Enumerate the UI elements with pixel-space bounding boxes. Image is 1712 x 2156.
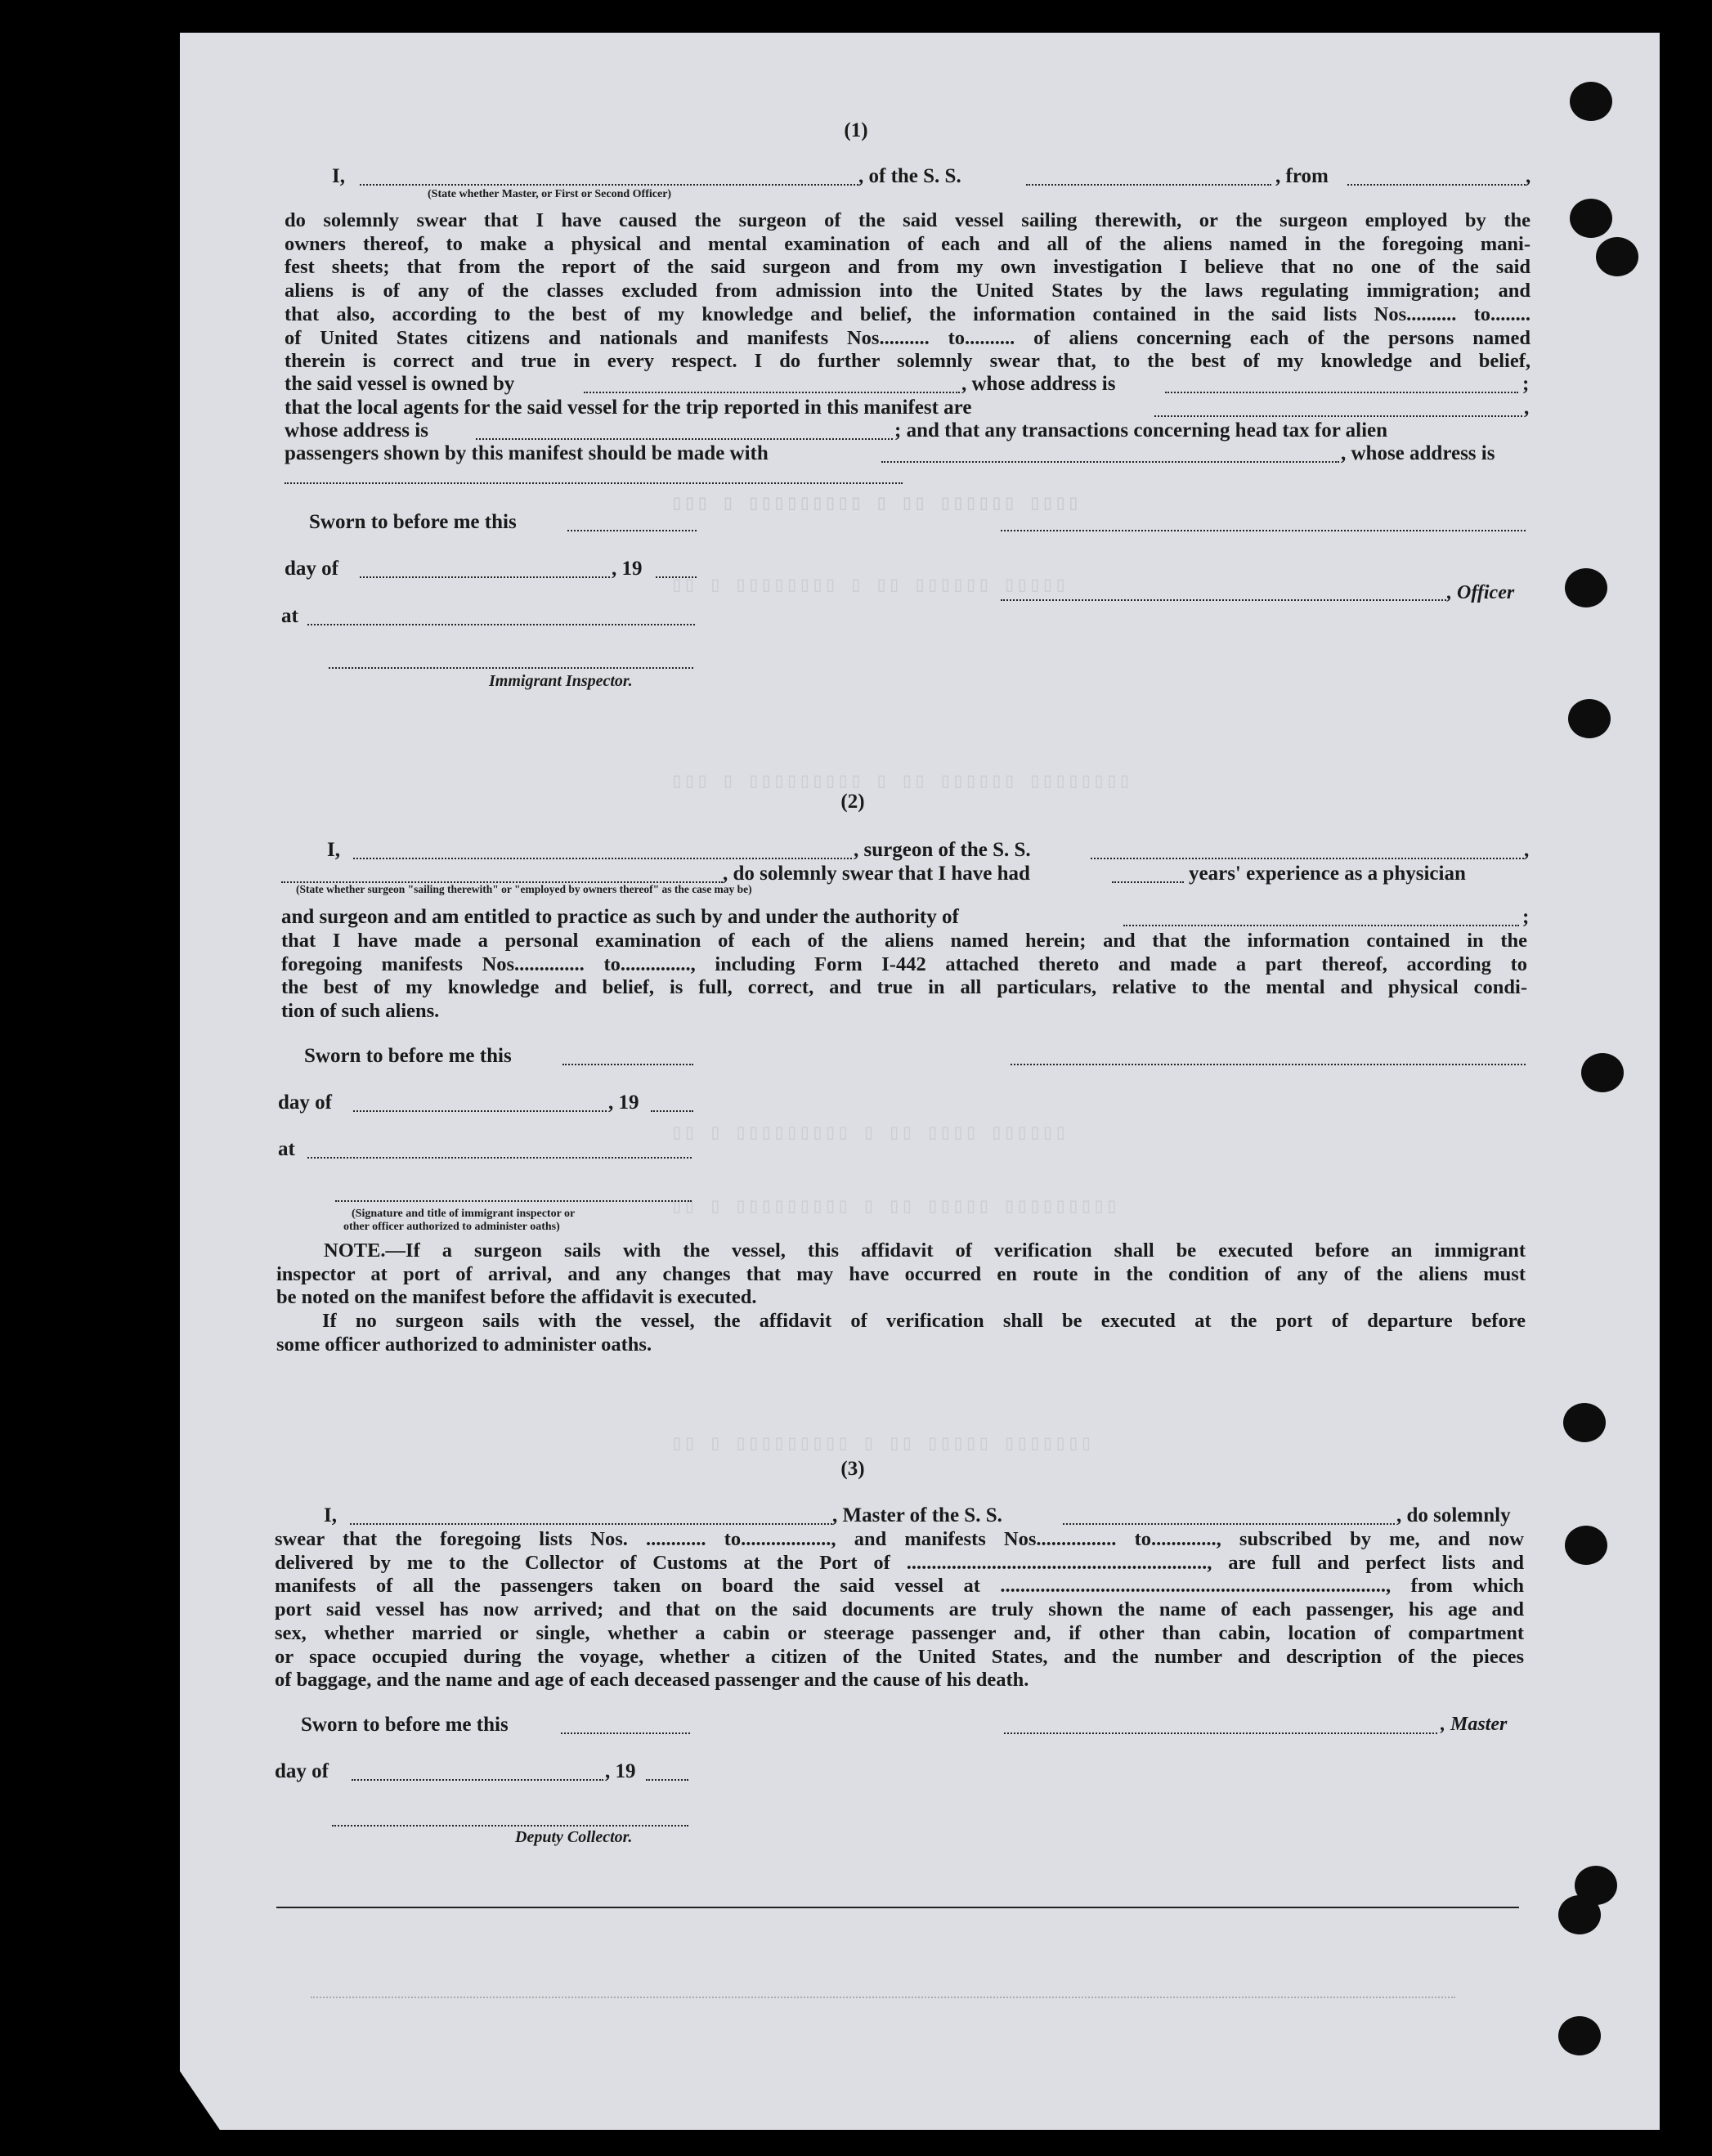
from-port-blank [1347,184,1526,186]
sworn-date-blank-3 [561,1732,690,1734]
head-tax-text: ; and that any transactions concerning head tax for alien [894,419,1388,442]
day-of-label-2: day of [278,1091,332,1114]
year-blank-2 [651,1110,693,1112]
sworn-date-blank-1 [567,530,697,531]
paragraph-line: foregoing manifests Nos.............. to.............., including Form I-442 attached thereto and made a part thereof, according to [281,952,1527,975]
officer-signature-blank [1001,530,1526,531]
punch-hole [1570,82,1612,121]
owner-blank [584,392,960,393]
passengers-text: passengers shown by this manifest should be made with [285,442,769,464]
paragraph-line: of United States citizens and nationals and manifests Nos.......... to.......... of aliens concerning each of the persons named [285,326,1530,349]
comma: , [1524,839,1530,861]
punch-hole [1558,2016,1601,2055]
paragraph-line: manifests of all the passengers taken on board the said vessel at ............................................................................., from which [275,1575,1524,1598]
note-paragraph-2 [276,1310,1526,1356]
note-paragraph [276,1239,1526,1310]
master-of-ss-label: , Master of the S. S. [832,1504,1002,1526]
surgeon-status-caption: (State whether surgeon "sailing therewith" or "employed by owners thereof" as the case may be) [296,883,752,895]
punch-hole [1596,237,1638,276]
master-vessel-blank [1063,1523,1395,1525]
bleed-through-texture: ▯▯▯▯▯▯▯▯▯ ▯▯▯▯▯ ▯▯ ▯ ▯▯▯▯▯▯▯▯▯ ▯ ▯▯ [670,1195,1118,1219]
bottom-rule [276,1907,1519,1908]
note-line: If no surgeon sails with the vessel, the affidavit of verification shall be executed at the port of departure before [322,1310,1526,1332]
month-blank-2 [353,1110,607,1112]
year-blank-1 [656,576,697,578]
bleed-through-texture: ▯▯▯▯▯▯▯▯ ▯▯▯▯▯▯ ▯▯ ▯ ▯▯▯▯▯▯▯▯▯ ▯ ▯▯▯ [670,769,1132,794]
section-1-heading: (1) [844,119,868,141]
sworn-label-3: Sworn to before me this [301,1714,509,1736]
oath-paragraph-1 [285,209,1530,374]
surgeon-paragraph [281,930,1527,1024]
owner-address-label: , whose address is [961,373,1116,395]
master-paragraph [275,1528,1524,1692]
owned-by-label: the said vessel is owned by [285,373,515,395]
at-place-blank-2 [307,1157,692,1159]
bleed-through-texture: ▯▯▯▯▯▯ ▯▯▯▯ ▯▯ ▯ ▯▯▯▯▯▯▯▯▯ ▯ ▯▯ [670,1121,1067,1145]
surgeon-witness-signature-line [335,1200,692,1202]
semicolon: ; [1522,373,1530,395]
paragraph-line: the best of my knowledge and belief, is full, correct, and true in all particulars, relative to the mental and physical condi- [281,976,1527,999]
agents-label: that the local agents for the said vessel for the trip reported in this manifest are [285,397,972,419]
master-caption: , Master [1441,1714,1508,1735]
note-line: NOTE.—If a surgeon sails with the vessel, this affidavit of verification shall be executed before an immigrant [324,1239,1526,1262]
at-place-blank-1 [307,624,695,625]
year-label-3: , 19 [605,1760,636,1782]
from-label: , from [1275,165,1329,187]
declarant-label: I, [332,165,345,187]
at-label-1: at [281,605,298,627]
contact-address-label: , whose address is [1341,442,1495,464]
paragraph-line: of baggage, and the name and age of each deceased passenger and the cause of his death. [275,1669,1029,1692]
month-blank-3 [352,1779,603,1781]
punch-hole [1570,199,1612,238]
note-line: be noted on the manifest before the affidavit is executed. [276,1286,757,1309]
officer-rank-blank [360,184,858,186]
bleed-through-texture: ▯▯▯▯▯▯▯ ▯▯▯▯▯ ▯▯ ▯ ▯▯▯▯▯▯▯▯▯ ▯ ▯▯ [670,1432,1093,1456]
signature-caption [343,1208,576,1234]
paragraph-line: sex, whether married or single, whether a cabin or steerage passenger and, if other than cabin, location of compartment [275,1621,1524,1644]
contact-address-blank [285,482,903,484]
year-label-1: , 19 [612,558,643,580]
at-label-2: at [278,1138,295,1160]
surgeon-signature-blank [1011,1064,1526,1065]
note-line: inspector at port of arrival, and any changes that may have occurred en route in the condition of any of the aliens must [276,1262,1526,1285]
day-of-label-3: day of [275,1760,329,1782]
paragraph-line: aliens is of any of the classes excluded from admission into the United States by the laws regulating immigration; and [285,280,1530,303]
paragraph-line: port said vessel has now arrived; and that on the said documents are truly shown the name of each passenger, his age and [275,1598,1524,1621]
year-blank-3 [646,1779,688,1781]
do-solemnly-text: , do solemnly [1396,1504,1511,1526]
punch-hole [1568,699,1611,738]
sworn-label-1: Sworn to before me this [309,511,517,533]
surgeon-of-ss-label: , surgeon of the S. S. [854,839,1031,861]
surgeon-name-blank [353,858,852,859]
day-of-label-1: day of [285,558,338,580]
comma: , [1524,397,1530,419]
section-2-heading: (2) [840,791,865,813]
section-3-heading: (3) [840,1458,865,1480]
sworn-label-2: Sworn to before me this [304,1045,512,1067]
bleed-through-texture: ▯▯▯▯ ▯▯▯▯▯▯ ▯▯ ▯ ▯▯▯▯▯▯▯▯▯ ▯ ▯▯▯ [670,491,1080,516]
sworn-date-blank-2 [562,1064,693,1065]
paragraph-line: that also, according to the best of my knowledge and belief, the information contained in the said lists Nos.......... to........ [285,303,1530,325]
authority-text: and surgeon and am entitled to practice as such by and under the authority of [281,906,959,928]
paragraph-line: tion of such aliens. [281,1000,440,1023]
month-blank-1 [360,576,610,578]
note-line: some officer authorized to administer oaths. [276,1333,652,1356]
immigrant-inspector-caption: Immigrant Inspector. [489,672,633,690]
paragraph-line: fest sheets; that from the report of the said surgeon and from my own investigation I believe that no one of the said [285,256,1530,279]
punch-hole [1565,568,1607,607]
inspector-signature-line [329,667,693,669]
surgeon-declarant-label: I, [327,839,340,861]
paragraph-line: do solemnly swear that I have caused the surgeon of the said vessel sailing therewith, or the surgeon employed by the [285,209,1530,231]
signature-caption-line: other officer authorized to administer oaths) [343,1221,560,1233]
paragraph-line: owners thereof, to make a physical and mental examination of each and all of the aliens named in the foregoing mani- [285,232,1530,255]
paragraph-line: that I have made a personal examination of each of the aliens named herein; and that the information contained in the [281,930,1527,952]
paragraph-line: or space occupied during the voyage, whether a citizen of the United States, and the number and description of the pieces [275,1645,1524,1668]
comma: , [1526,165,1531,187]
semicolon: ; [1522,906,1530,928]
master-declarant-label: I, [324,1504,337,1526]
punch-hole [1565,1526,1607,1565]
master-name-blank [350,1523,832,1525]
of-ss-label: , of the S. S. [858,165,961,187]
years-experience-text: years' experience as a physician [1189,863,1466,885]
bleed-through-texture: ▯▯▯▯▯ ▯▯▯▯▯▯ ▯▯ ▯ ▯▯▯▯▯▯▯▯ ▯ ▯▯ [670,573,1067,598]
vessel-name-blank [1026,184,1271,186]
surgeon-vessel-blank [1091,858,1524,859]
faint-bottom-rule [311,1997,1455,1998]
surgeon-swear-text: , do solemnly swear that I have had [723,863,1030,885]
punch-hole [1558,1895,1601,1934]
year-label-2: , 19 [608,1091,639,1114]
signature-caption-line: (Signature and title of immigrant inspector or [352,1208,576,1220]
agents-blank [1154,415,1522,417]
deputy-collector-caption: Deputy Collector. [515,1828,633,1846]
agents-address-label: whose address is [285,419,428,442]
years-blank [1112,881,1184,883]
owner-address-blank [1165,392,1518,393]
paragraph-line: swear that the foregoing lists Nos. ............ to.................., and manifests Nos................ to............., subscribed by me, and now [275,1528,1524,1550]
head-tax-contact-blank [881,461,1339,463]
officer-name-blank [1001,599,1446,601]
punch-hole [1581,1053,1624,1092]
paragraph-line: delivered by me to the Collector of Customs at the Port of ............................................................, are full and perfect lists and [275,1551,1524,1574]
deputy-signature-line [332,1825,688,1827]
officer-caption: , Officer [1447,582,1515,603]
punch-hole [1563,1403,1606,1442]
paragraph-line: therein is correct and true in every respect. I do further solemnly swear that, to the best of my knowledge and belief, [285,350,1530,373]
master-signature-blank [1004,1732,1437,1734]
officer-rank-caption: (State whether Master, or First or Second Officer) [428,188,672,200]
agents-address-blank [476,438,893,440]
authority-blank [1123,925,1519,926]
